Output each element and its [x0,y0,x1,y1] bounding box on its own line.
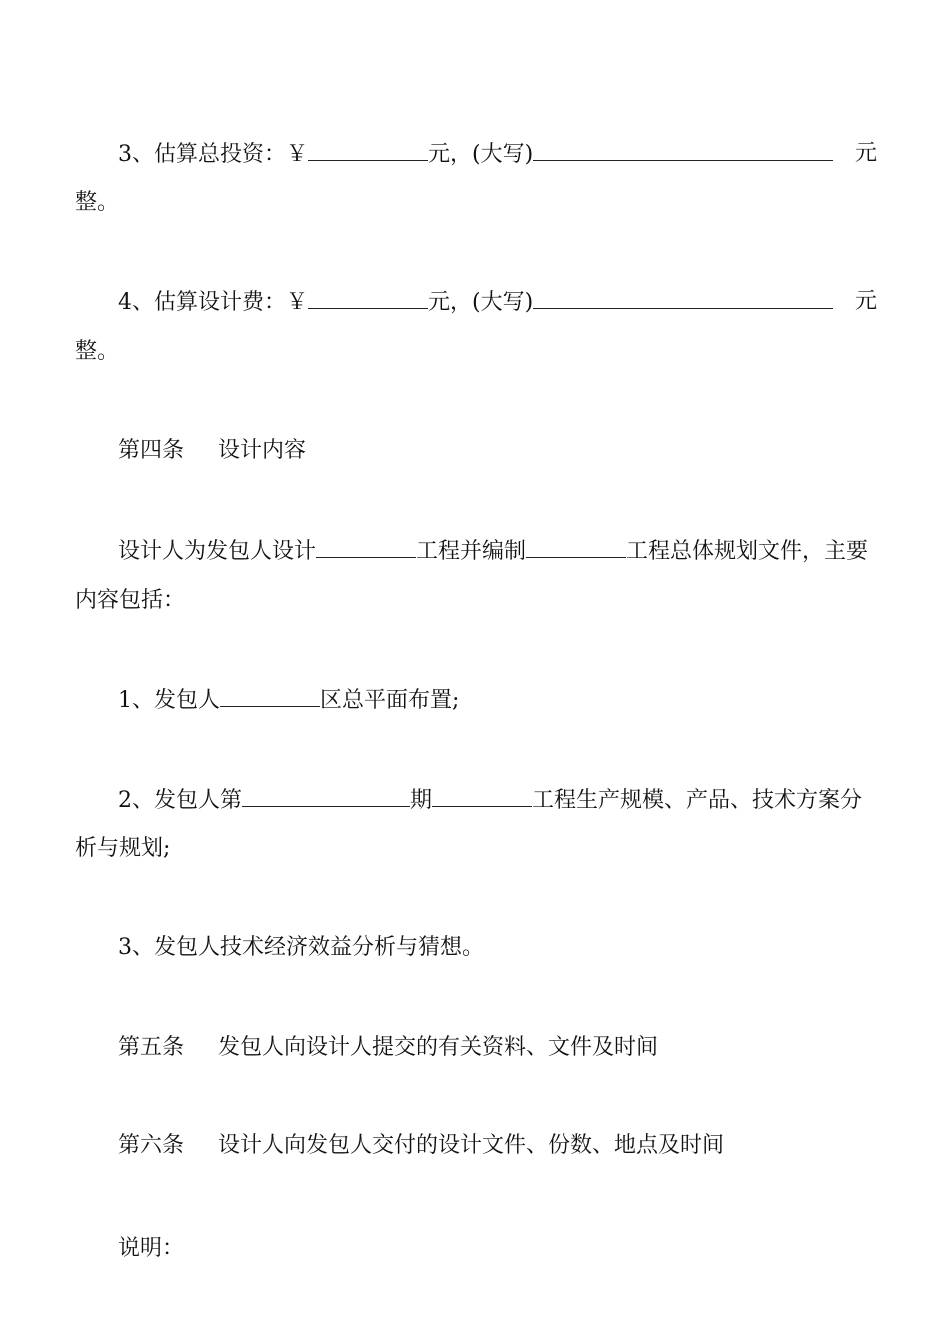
item-1 [118,686,877,714]
design-content-text-3: 工程总体规划文件，主要 [626,539,869,564]
article-4-heading [118,437,877,465]
investment-label: 3、估算总投资：￥ [118,142,308,167]
item-2-text-3: 工程生产规模、产品、技术方案分 [532,788,863,813]
design-fee-line-end: 整。 [75,339,120,364]
investment-amount-blank [308,140,428,161]
area-blank [220,686,320,707]
article-6-number: 第六条 [118,1133,185,1158]
investment-line-end: 整。 [75,190,120,215]
phase-blank [242,786,410,807]
design-fee-capital-blank [533,288,833,309]
article-6-title: 设计人向发包人交付的设计文件、份数、地点及时间 [218,1133,725,1158]
article-5-title: 发包人向设计人提交的有关资料、文件及时间 [218,1035,659,1060]
design-content-text-1: 设计人为发包人设计 [118,539,317,564]
item-3: 3、发包人技术经济效益分析与猜想。 [118,935,484,960]
design-content-paragraph [118,537,877,565]
estimated-design-fee-line [118,288,877,316]
planning-project-blank [526,537,626,558]
item-2-text-1: 2、发包人第 [118,788,242,813]
item-2 [118,786,877,814]
item-2-end: 析与规划; [75,836,171,861]
article-6-heading [118,1132,877,1160]
investment-capital-blank [533,140,833,161]
project-name-blank [316,537,416,558]
design-fee-amount-blank [308,288,428,309]
design-fee-capital-label: 元，(大写) [428,290,534,315]
item-2-text-2: 期 [410,788,433,813]
project-blank [432,786,532,807]
estimated-investment-line [118,140,877,168]
note-label: 说明： [118,1236,185,1261]
article-5-heading [118,1034,877,1062]
design-content-text-2: 工程并编制 [416,539,527,564]
design-fee-unit: 元 [854,289,877,314]
item-1-text-1: 1、发包人 [118,688,220,713]
article-4-title: 设计内容 [218,438,307,463]
investment-unit: 元 [854,141,877,166]
design-fee-label: 4、估算设计费：￥ [118,290,308,315]
article-5-number: 第五条 [118,1035,185,1060]
article-4-number: 第四条 [118,438,185,463]
design-content-paragraph-end: 内容包括： [75,588,186,613]
investment-capital-label: 元，(大写) [428,142,534,167]
item-1-text-2: 区总平面布置; [320,688,460,713]
